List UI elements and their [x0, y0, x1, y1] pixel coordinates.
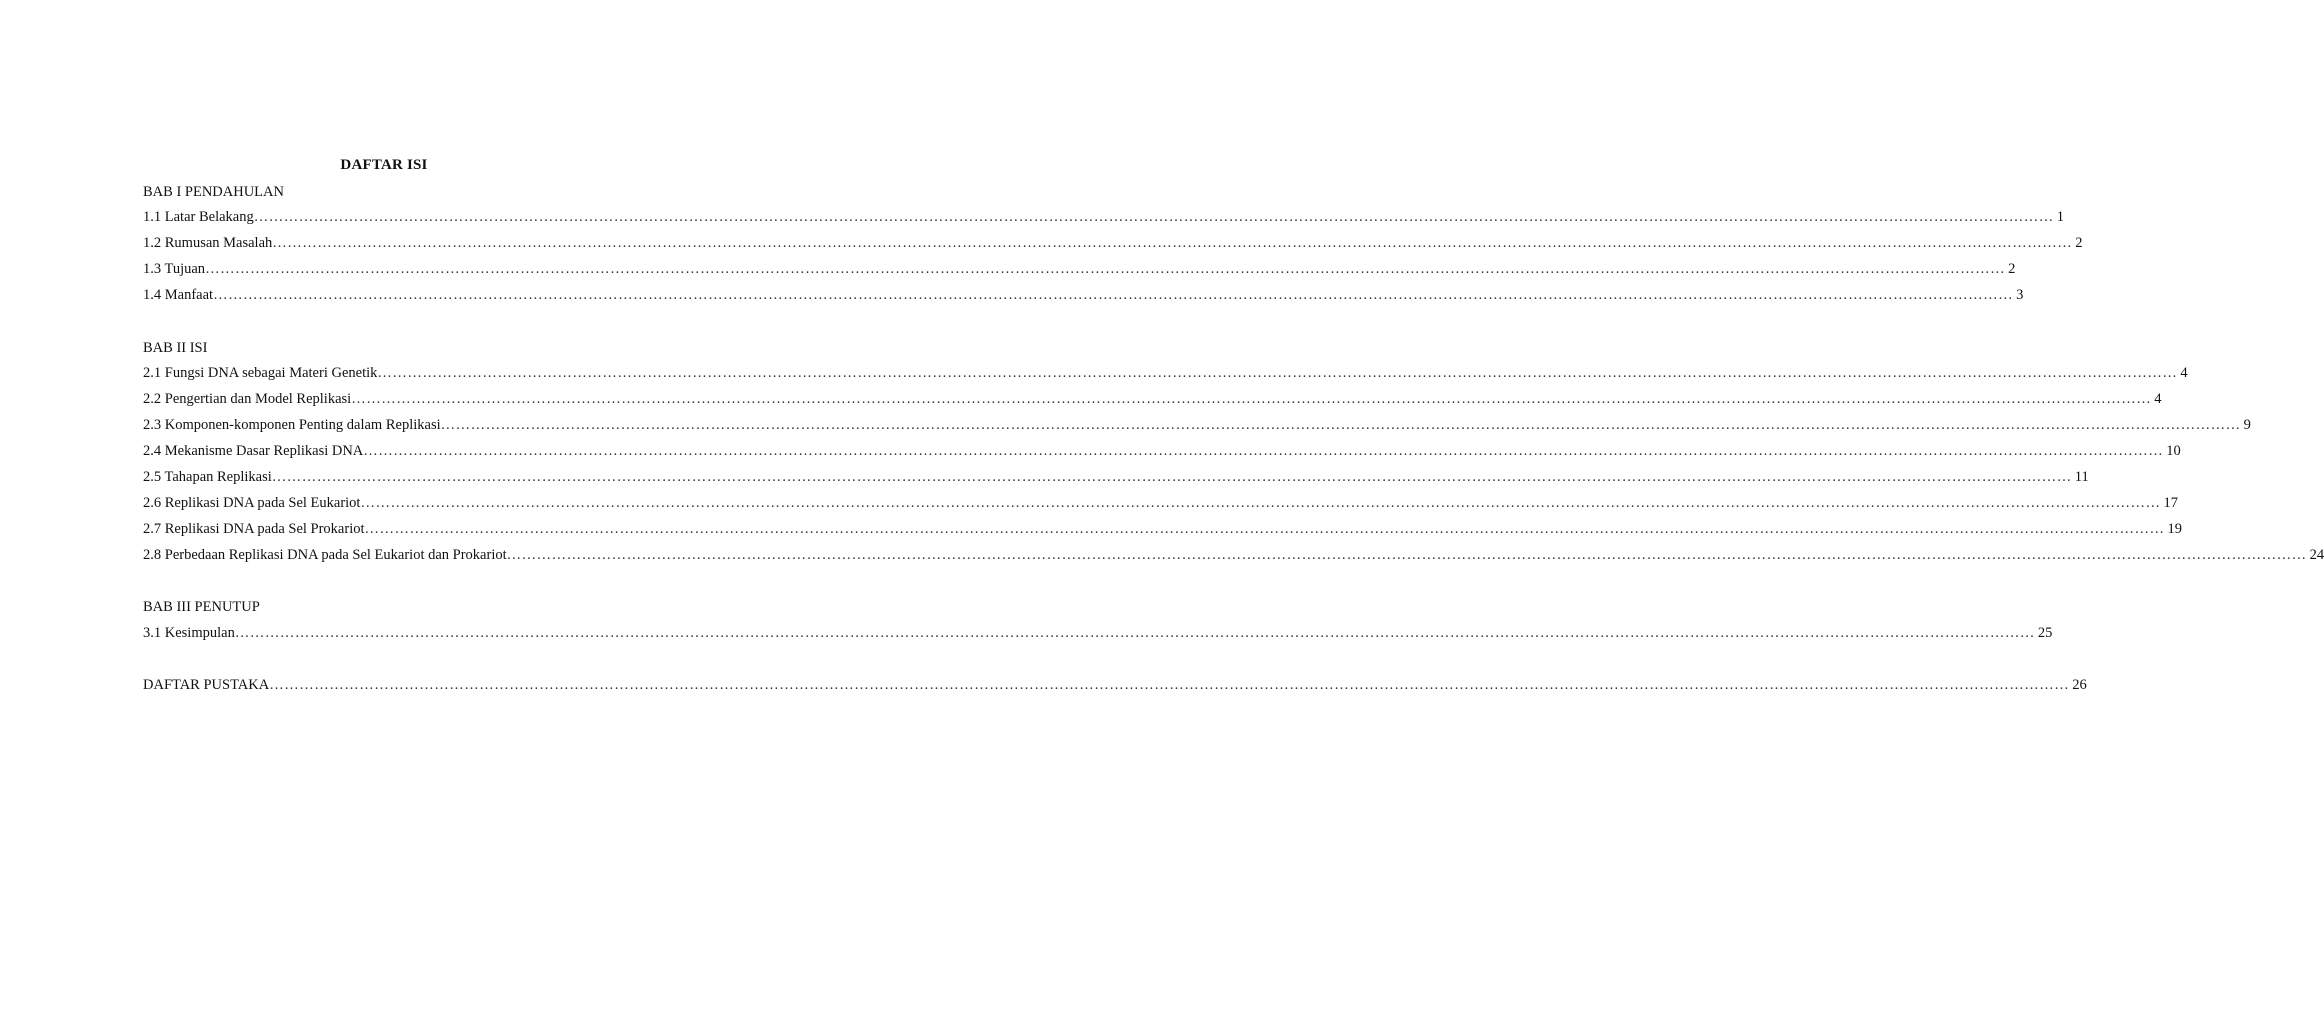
dot-leader: ………………………………………………………………………………………………………………………………………………………………………………………………………………………………………………………………………………………………………………………………	[364, 521, 2165, 537]
toc-entry	[143, 261, 2016, 281]
toc-entry	[143, 287, 2024, 307]
dot-leader: ………………………………………………………………………………………………………………………………………………………………………………………………………………………………………………………………………………………………………………………………	[205, 261, 2006, 277]
page-title: DAFTAR ISI	[340, 157, 428, 173]
dot-leader: ………………………………………………………………………………………………………………………………………………………………………………………………………………………………………………………………………………………………………………………………	[377, 365, 2178, 381]
toc-entry	[143, 625, 2053, 645]
toc-entry	[143, 443, 2181, 463]
section-heading-bab-2: BAB II ISI	[143, 340, 208, 356]
toc-entry-page: 1	[2056, 209, 2064, 225]
toc-entry-label: 1.2 Rumusan Masalah	[143, 235, 273, 251]
toc-entry-page: 2	[2008, 261, 2016, 277]
dot-leader: ………………………………………………………………………………………………………………………………………………………………………………………………………………………………………………………………………………………………………………………………	[360, 495, 2161, 511]
toc-entry-page: 11	[2074, 469, 2089, 485]
toc-entry-label: 1.1 Latar Belakang	[143, 209, 254, 225]
toc-entry	[143, 417, 2251, 437]
toc-entry	[143, 391, 2162, 411]
toc-entry-label: DAFTAR PUSTAKA	[143, 677, 270, 693]
toc-entry-page: 10	[2166, 443, 2181, 459]
toc-entry	[143, 235, 2083, 255]
toc-entry	[143, 521, 2183, 541]
toc-entry-label: 2.8 Perbedaan Replikasi DNA pada Sel Eukariot dan Prokariot	[143, 547, 507, 563]
dot-leader: ………………………………………………………………………………………………………………………………………………………………………………………………………………………………………………………………………………………………………………………………	[506, 547, 2307, 563]
toc-entry-label: 1.4 Manfaat	[143, 287, 214, 303]
dot-leader: ………………………………………………………………………………………………………………………………………………………………………………………………………………………………………………………………………………………………………………………………	[272, 235, 2073, 251]
dot-leader: ………………………………………………………………………………………………………………………………………………………………………………………………………………………………………………………………………………………………………………………………	[234, 625, 2035, 641]
toc-entry-label: 2.7 Replikasi DNA pada Sel Prokariot	[143, 521, 365, 537]
toc-entry-page: 17	[2163, 495, 2178, 511]
section-heading-bab-1: BAB I PENDAHULAN	[143, 184, 284, 200]
toc-entry-page: 26	[2072, 677, 2087, 693]
toc-entry-page: 3	[2016, 287, 2024, 303]
toc-entry	[143, 365, 2188, 385]
dot-leader: ………………………………………………………………………………………………………………………………………………………………………………………………………………………………………………………………………………………………………………………………	[253, 209, 2054, 225]
dot-leader: ………………………………………………………………………………………………………………………………………………………………………………………………………………………………………………………………………………………………………………………………	[213, 287, 2014, 303]
toc-entry-label: 2.3 Komponen-komponen Penting dalam Replikasi	[143, 417, 441, 433]
toc-entry-page: 19	[2167, 521, 2183, 537]
dot-leader: ………………………………………………………………………………………………………………………………………………………………………………………………………………………………………………………………………………………………………………………………	[363, 443, 2164, 459]
toc-entry-daftar-pustaka	[143, 677, 2087, 697]
toc-entry	[143, 495, 2178, 515]
toc-entry-label: 2.5 Tahapan Replikasi	[143, 469, 272, 485]
toc-entry-page: 2	[2075, 235, 2083, 251]
toc-entry-page: 24	[2309, 547, 2324, 563]
toc-entry	[143, 469, 2089, 489]
toc-entry-label: 1.3 Tujuan	[143, 261, 206, 277]
section-heading-bab-3: BAB III PENUTUP	[143, 599, 260, 615]
toc-entry-page: 4	[2154, 391, 2162, 407]
dot-leader: ………………………………………………………………………………………………………………………………………………………………………………………………………………………………………………………………………………………………………………………………	[351, 391, 2152, 407]
toc-entry	[143, 547, 2324, 567]
dot-leader: ………………………………………………………………………………………………………………………………………………………………………………………………………………………………………………………………………………………………………………………………	[271, 469, 2072, 485]
toc-entry-page: 4	[2180, 365, 2188, 381]
dot-leader: ………………………………………………………………………………………………………………………………………………………………………………………………………………………………………………………………………………………………………………………………	[269, 677, 2070, 693]
toc-entry-label: 3.1 Kesimpulan	[143, 625, 235, 641]
toc-entry	[143, 209, 2064, 229]
toc-entry-page: 25	[2037, 625, 2053, 641]
toc-entry-page: 9	[2243, 417, 2251, 433]
dot-leader: ………………………………………………………………………………………………………………………………………………………………………………………………………………………………………………………………………………………………………………………………	[440, 417, 2241, 433]
toc-entry-label: 2.1 Fungsi DNA sebagai Materi Genetik	[143, 365, 378, 381]
toc-entry-label: 2.4 Mekanisme Dasar Replikasi DNA	[143, 443, 364, 459]
toc-entry-label: 2.2 Pengertian dan Model Replikasi	[143, 391, 352, 407]
toc-entry-label: 2.6 Replikasi DNA pada Sel Eukariot	[143, 495, 361, 511]
